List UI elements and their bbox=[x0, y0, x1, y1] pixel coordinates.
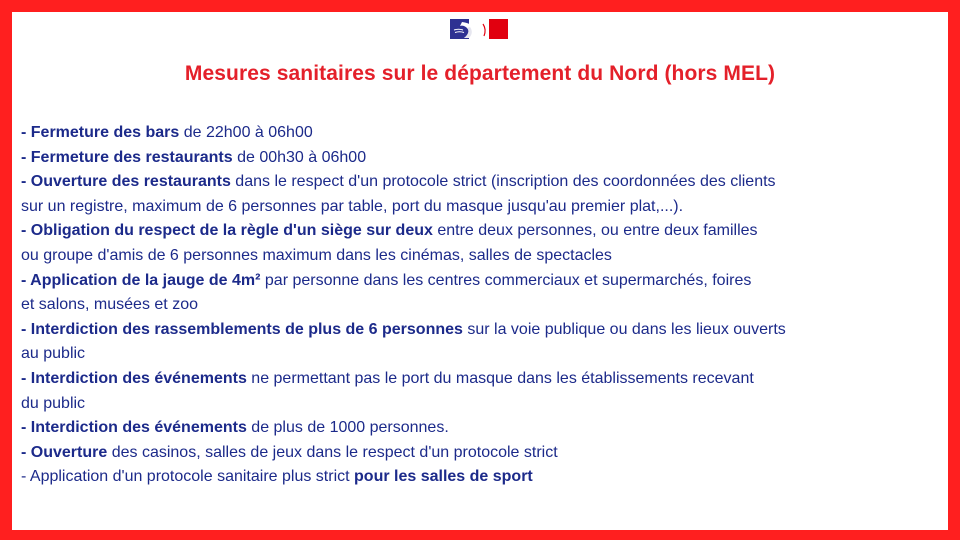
measure-heading: - Interdiction des événements bbox=[21, 369, 247, 387]
measure-item bbox=[21, 269, 921, 318]
measure-item bbox=[21, 416, 921, 441]
measure-item bbox=[21, 465, 921, 490]
measure-heading: - Fermeture des restaurants bbox=[21, 148, 233, 166]
measure-item bbox=[21, 318, 921, 367]
measure-text-continued: ou groupe d'amis de 6 personnes maximum dans les cinémas, salles de spectacles bbox=[21, 246, 612, 264]
measure-text-continued: au public bbox=[21, 345, 86, 363]
measure-text: par personne dans les centres commerciaux et supermarchés, foires bbox=[260, 271, 752, 289]
measure-text: des casinos, salles de jeux dans le respect d'un protocole strict bbox=[107, 443, 558, 461]
measure-text-continued: sur un registre, maximum de 6 personnes par table, port du masque jusqu'au premier plat,...). bbox=[21, 197, 684, 215]
measure-heading: - Application de la jauge de 4m² bbox=[21, 271, 261, 289]
measure-item bbox=[21, 441, 921, 466]
measure-heading: - Obligation du respect de la règle d'un siège sur deux bbox=[21, 222, 433, 240]
measure-text: de 00h30 à 06h00 bbox=[232, 148, 367, 166]
measure-item bbox=[21, 121, 921, 146]
measure-item bbox=[21, 170, 921, 219]
measure-text-continued: du public bbox=[21, 394, 86, 412]
measure-text-continued: et salons, musées et zoo bbox=[21, 296, 198, 314]
measure-text: de 22h00 à 06h00 bbox=[179, 124, 313, 141]
page-title: Mesures sanitaires sur le département du Nord (hors MEL) bbox=[184, 62, 776, 85]
measure-text: dans le respect d'un protocole strict (inscription des coordonnées des clients bbox=[230, 173, 776, 191]
measure-heading: pour les salles de sport bbox=[354, 468, 533, 486]
measure-item bbox=[21, 367, 921, 416]
measure-text: sur la voie publique ou dans les lieux ouverts bbox=[462, 320, 786, 338]
measure-heading: - Ouverture des restaurants bbox=[21, 173, 231, 191]
measure-item bbox=[21, 219, 921, 268]
measure-heading: - Ouverture bbox=[21, 443, 108, 461]
measure-heading: - Interdiction des rassemblements de plus de 6 personnes bbox=[21, 320, 463, 338]
measure-heading: - Fermeture des bars bbox=[21, 124, 180, 141]
measures-list bbox=[21, 121, 921, 490]
measure-item bbox=[21, 146, 921, 171]
measure-text: entre deux personnes, ou entre deux familles bbox=[432, 222, 758, 240]
measure-text: - Application d'un protocole sanitaire plus strict bbox=[21, 468, 355, 486]
measure-text: de plus de 1000 personnes. bbox=[246, 419, 449, 437]
measure-heading: - Interdiction des événements bbox=[21, 419, 247, 437]
french-republic-marianne-logo bbox=[450, 19, 508, 39]
measure-text: ne permettant pas le port du masque dans les établissements recevant bbox=[246, 369, 754, 387]
